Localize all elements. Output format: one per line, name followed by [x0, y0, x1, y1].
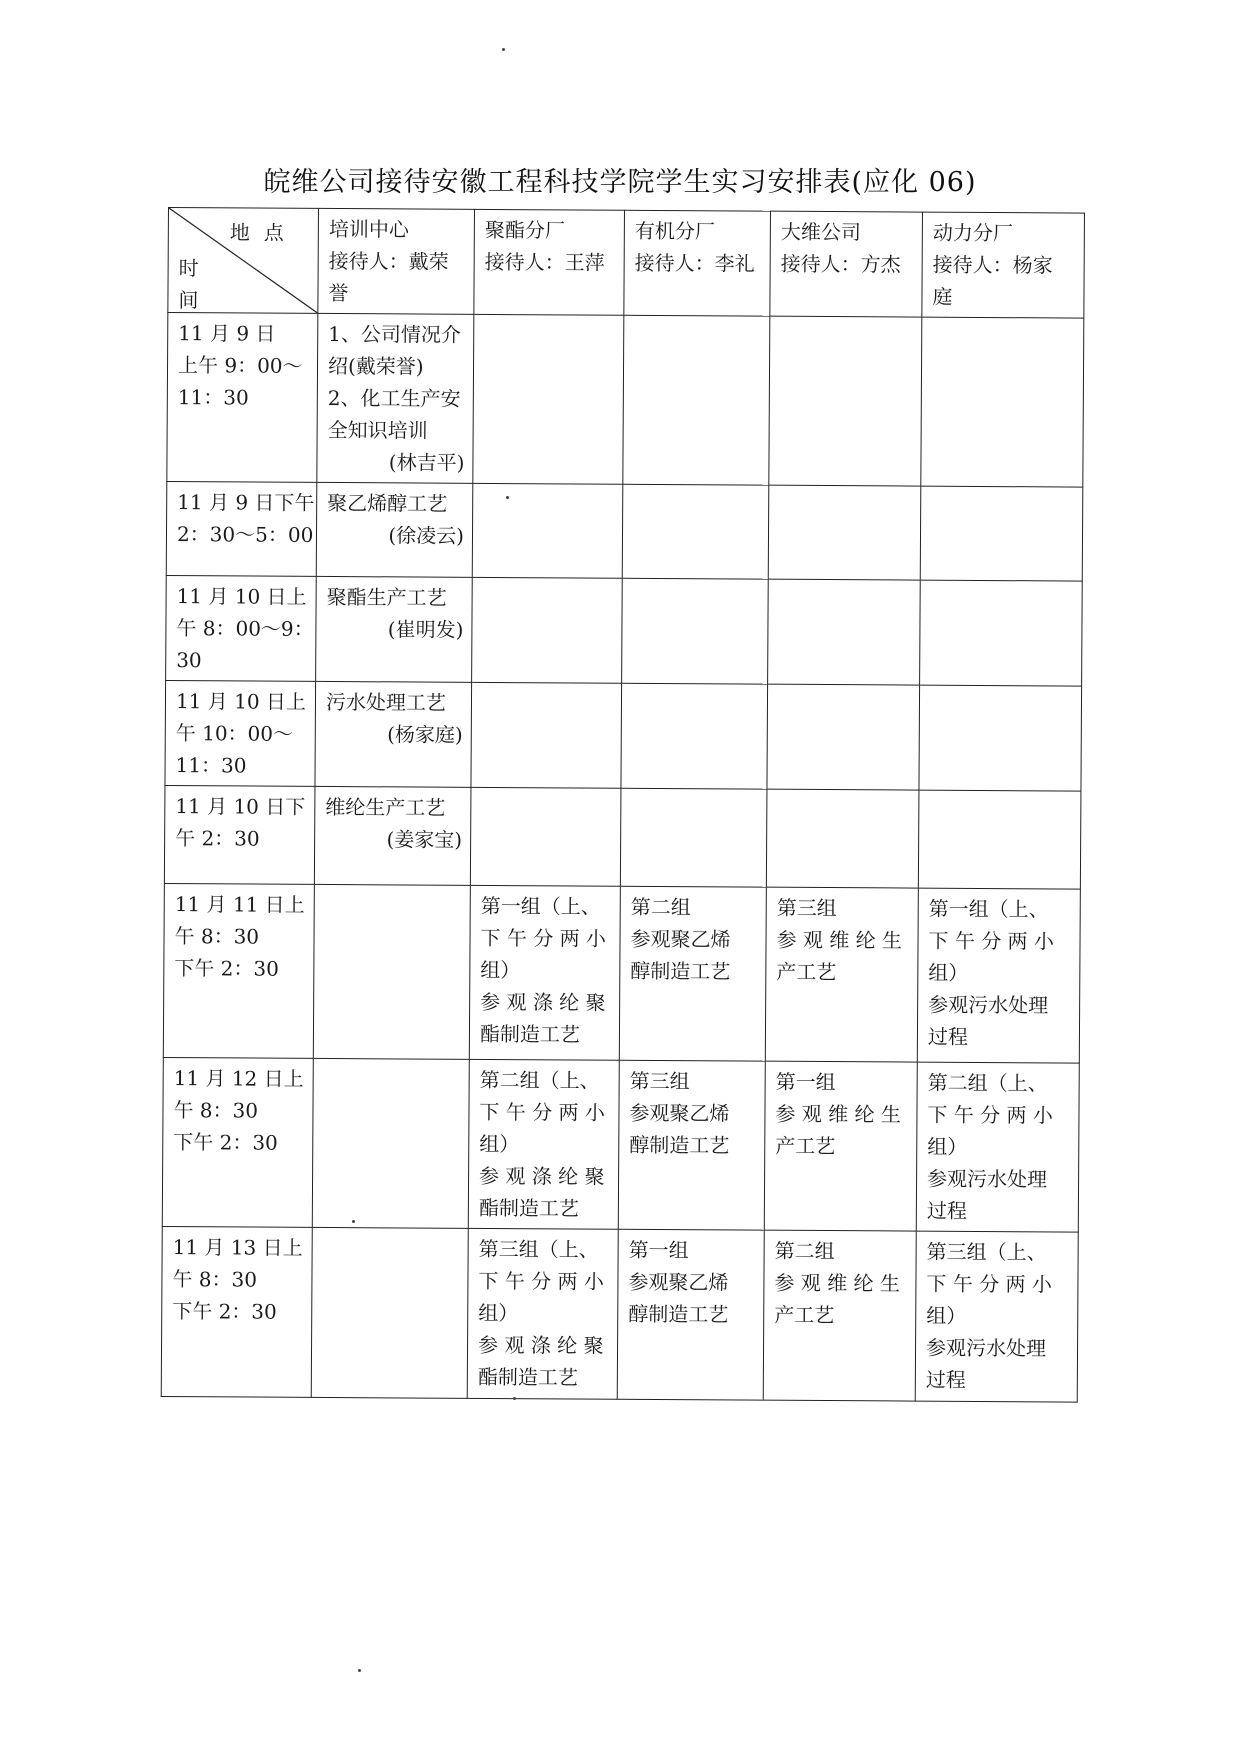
schedule-row: [166, 575, 1083, 686]
schedule-row: [167, 313, 1084, 488]
time-line: 30: [176, 648, 202, 673]
empty-cell: [623, 315, 770, 485]
activity-line: 第三组（上、: [478, 1236, 599, 1262]
time-line: 午 2：30: [175, 826, 260, 851]
column-contact-person: 接待人：戴荣: [328, 248, 449, 274]
schedule-row: [163, 883, 1080, 1063]
activity-line: 组）: [480, 957, 521, 983]
column-header-cell: [624, 210, 771, 316]
activity-line: 醇制造工艺: [629, 1132, 730, 1158]
empty-cell: [472, 577, 623, 683]
empty-cell: [768, 485, 921, 580]
activity-line: 聚乙烯醇工艺: [327, 490, 448, 516]
time-cell: [163, 883, 314, 1058]
activity-cell: [469, 885, 620, 1060]
lecturer-name: (姜家宝): [386, 827, 463, 852]
activity-line: 下 午 分 两 小: [480, 925, 607, 951]
activity-line: 参观聚乙烯: [630, 926, 731, 952]
scan-speck: [513, 1397, 516, 1400]
activity-cell: [618, 1060, 765, 1230]
activity-line: 参 观 涤 纶 聚: [480, 989, 606, 1015]
time-line: 2：30～5：00: [176, 522, 314, 547]
activity-line: 参观聚乙烯: [629, 1100, 730, 1126]
column-location-name: 培训中心: [328, 216, 409, 242]
activity-cell: [915, 1231, 1078, 1402]
empty-cell: [313, 884, 470, 1059]
activity-line: 参 观 涤 纶 聚: [479, 1163, 605, 1189]
activity-line: 酯制造工艺: [479, 1021, 581, 1047]
activity-line: 参观污水处理: [927, 1166, 1048, 1192]
column-contact-person: 接待人：方杰: [780, 251, 901, 277]
empty-cell: [920, 580, 1083, 686]
time-cell: [167, 313, 318, 483]
time-line: 午 8：00～9：: [176, 616, 314, 641]
activity-line: 参观污水处理: [925, 1335, 1047, 1361]
lecturer-name: (林吉平): [388, 450, 465, 475]
activity-line: 醇制造工艺: [628, 1301, 729, 1327]
lecturer-name: (崔明发): [387, 617, 464, 642]
scan-speck: [506, 496, 509, 499]
activity-line: 参观污水处理: [928, 992, 1049, 1018]
time-line: 下午 2：30: [172, 1299, 277, 1324]
empty-cell: [311, 1227, 468, 1398]
activity-cell: [917, 888, 1080, 1063]
time-line: 午 10：00～: [175, 721, 294, 746]
activity-line: 维纶生产工艺: [325, 794, 446, 820]
empty-cell: [768, 579, 921, 685]
column-header-cell: [318, 208, 475, 314]
time-line: 下午 2：30: [173, 1130, 278, 1155]
activity-line: 污水处理工艺: [325, 689, 447, 715]
time-line: 11 月 11 日上: [174, 892, 305, 917]
time-line: 午 8：30: [173, 1098, 259, 1123]
time-cell: [162, 1057, 313, 1227]
empty-cell: [919, 685, 1082, 791]
activity-cell: [916, 1062, 1079, 1232]
activity-line: 组）: [928, 960, 969, 985]
activity-cell: [765, 887, 918, 1062]
schedule-row: [164, 785, 1081, 889]
activity-cell: [316, 576, 473, 682]
time-line: 11 月 9 日下午: [177, 490, 315, 515]
activity-line: 第三组: [629, 1068, 690, 1094]
activity-cell: [317, 313, 474, 483]
activity-line: 第三组（上、: [926, 1239, 1047, 1265]
empty-cell: [769, 316, 922, 486]
activity-line: 组）: [479, 1131, 520, 1157]
activity-cell: [315, 681, 472, 787]
time-cell: [166, 481, 317, 576]
activity-line: 1、公司情况介: [328, 321, 462, 347]
time-line: 午 8：30: [174, 924, 260, 949]
column-header-cell: [922, 212, 1085, 318]
time-line: 11 月 12 日上: [173, 1066, 304, 1091]
activity-line: 参 观 维 纶 生: [774, 1270, 900, 1296]
activity-line: 2、化工生产安: [327, 385, 461, 411]
activity-line: 下 午 分 两 小: [479, 1099, 605, 1125]
activity-line: 绍(戴荣誉): [327, 353, 424, 379]
activity-line: 第一组: [775, 1069, 836, 1095]
activity-line: 下 午 分 两 小: [478, 1268, 604, 1294]
empty-cell: [622, 578, 769, 684]
activity-line: 过程: [926, 1198, 967, 1223]
activity-line: 组）: [926, 1303, 967, 1328]
column-location-name: 有机分厂: [634, 218, 715, 244]
lecturer-name: (徐凌云): [388, 523, 465, 548]
schedule-row: [165, 680, 1082, 791]
time-line: 11：30: [177, 385, 249, 410]
time-cell: [166, 575, 317, 681]
time-line: 午 8：30: [172, 1267, 258, 1292]
schedule-row: [162, 1057, 1079, 1232]
empty-cell: [471, 682, 622, 788]
activity-line: 组）: [478, 1300, 519, 1326]
time-line: 下午 2：30: [174, 956, 279, 981]
empty-cell: [767, 684, 920, 790]
time-line: 11 月 9 日: [178, 321, 276, 346]
empty-cell: [472, 483, 623, 578]
activity-line: 参 观 维 纶 生: [776, 927, 903, 953]
time-line: 11：30: [175, 753, 247, 778]
corner-place-label: 地点: [229, 220, 298, 245]
scan-speck: [502, 48, 505, 51]
activity-line: 第二组: [774, 1238, 835, 1264]
corner-time-label: 时间: [178, 256, 199, 313]
empty-cell: [766, 789, 919, 888]
scan-speck: [352, 1220, 355, 1223]
activity-cell: [316, 482, 473, 577]
column-contact-person: 庭: [932, 284, 953, 309]
column-header-cell: [474, 209, 625, 315]
column-location-name: 动力分厂: [932, 220, 1013, 246]
activity-cell: [617, 1229, 764, 1400]
activity-cell: [314, 786, 471, 885]
activity-cell: [619, 886, 766, 1061]
activity-cell: [468, 1059, 619, 1229]
column-location-name: 聚酯分厂: [484, 217, 565, 243]
activity-line: 过程: [927, 1024, 969, 1049]
empty-cell: [918, 790, 1081, 889]
column-contact-person: 接待人：王萍: [484, 249, 605, 275]
activity-line: 酯制造工艺: [477, 1364, 578, 1390]
activity-line: 第一组（上、: [480, 893, 601, 919]
activity-cell: [467, 1228, 618, 1399]
activity-line: 聚酯生产工艺: [326, 584, 447, 610]
activity-line: 下 午 分 两 小: [928, 928, 1055, 954]
activity-cell: [763, 1230, 916, 1401]
activity-line: 第二组（上、: [927, 1070, 1048, 1096]
column-location-name: 大维公司: [780, 219, 861, 245]
empty-cell: [622, 484, 769, 579]
column-contact-person: 誉: [328, 280, 349, 306]
empty-cell: [473, 314, 624, 484]
time-line: 11 月 13 日上: [172, 1235, 303, 1260]
column-contact-person: 接待人：杨家: [932, 252, 1053, 278]
activity-line: 酯制造工艺: [478, 1195, 579, 1221]
schedule-table: [161, 207, 1085, 1403]
time-line: 11 月 10 日上: [175, 689, 307, 714]
header-row: [168, 208, 1085, 319]
activity-line: 第一组: [628, 1237, 689, 1263]
activity-line: 产工艺: [775, 1133, 836, 1159]
column-header-cell: [770, 211, 923, 317]
activity-line: 过程: [925, 1367, 966, 1392]
empty-cell: [921, 317, 1084, 487]
activity-line: 参 观 维 纶 生: [775, 1101, 901, 1127]
activity-line: 全知识培训: [327, 417, 428, 443]
activity-line: 参 观 涤 纶 聚: [477, 1332, 604, 1358]
activity-line: 组）: [927, 1134, 968, 1159]
column-contact-person: 接待人：李礼: [634, 250, 755, 276]
schedule-row: [166, 481, 1083, 581]
time-line: 11 月 10 日上: [176, 584, 307, 609]
empty-cell: [470, 787, 621, 886]
time-line: 11 月 10 日下: [175, 794, 306, 819]
lecturer-name: (杨家庭): [387, 722, 463, 747]
empty-cell: [621, 683, 768, 789]
scan-speck: [358, 1669, 361, 1672]
activity-line: 参观聚乙烯: [628, 1269, 729, 1295]
time-line: 上午 9：00～: [177, 353, 303, 378]
activity-line: 下 午 分 两 小: [927, 1102, 1053, 1128]
empty-cell: [920, 486, 1083, 581]
time-cell: [161, 1226, 312, 1397]
activity-line: 产工艺: [776, 959, 837, 985]
empty-cell: [620, 788, 767, 887]
empty-cell: [312, 1058, 469, 1228]
page-title: 皖维公司接待安徽工程科技学院学生实习安排表(应化 06): [263, 167, 977, 198]
time-cell: [165, 680, 316, 786]
activity-line: 第二组: [630, 894, 691, 920]
activity-line: 下 午 分 两 小: [926, 1271, 1052, 1297]
schedule-row: [161, 1226, 1078, 1402]
activity-line: 第一组（上、: [928, 896, 1049, 922]
time-cell: [164, 785, 315, 884]
activity-line: 醇制造工艺: [630, 958, 731, 984]
corner-header-cell: [168, 208, 319, 314]
activity-line: 产工艺: [774, 1302, 835, 1328]
activity-line: 第三组: [776, 895, 837, 921]
activity-line: 第二组（上、: [479, 1067, 600, 1093]
activity-cell: [764, 1061, 917, 1231]
